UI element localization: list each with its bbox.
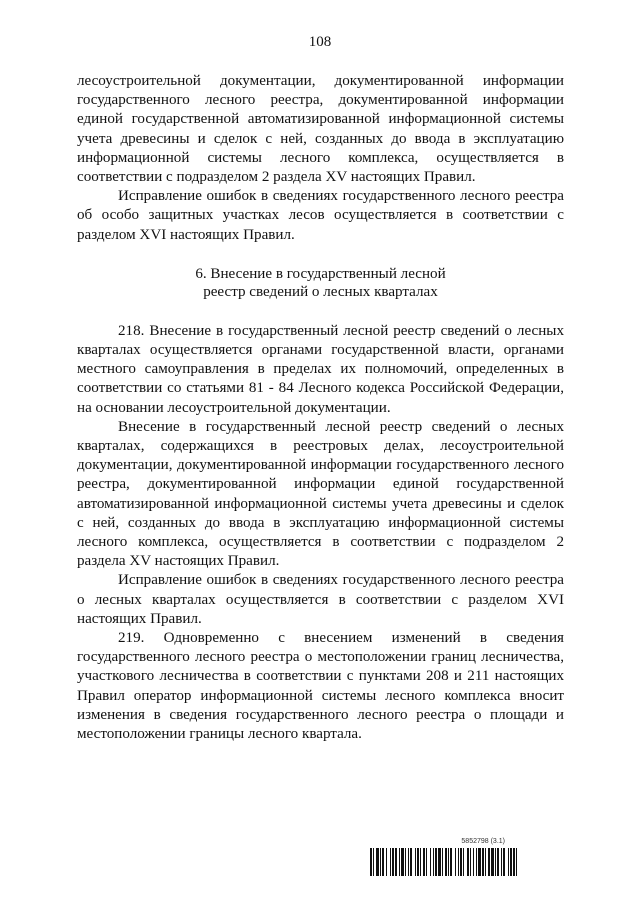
barcode-bar bbox=[399, 848, 400, 876]
barcode-bar bbox=[392, 848, 394, 876]
barcode-bar bbox=[435, 848, 437, 876]
barcode-bar bbox=[467, 848, 469, 876]
section-title-line-1: 6. Внесение в государственный лесной bbox=[195, 265, 446, 282]
document-body bbox=[77, 72, 564, 744]
barcode-bar bbox=[426, 848, 427, 876]
barcode-bar bbox=[488, 848, 490, 876]
barcode-bar bbox=[473, 848, 474, 876]
paragraph-error-correction-protected-areas: Исправление ошибок в сведениях государственного лесного реестра об особо защитных участках лесов осуществляется в соответствии с разделом XVI настоящих Правил. bbox=[77, 188, 564, 243]
barcode-bar bbox=[482, 848, 484, 876]
barcode-bar bbox=[401, 848, 404, 876]
barcode-bar bbox=[460, 848, 462, 876]
barcode-bar bbox=[390, 848, 391, 876]
barcode-bar bbox=[516, 848, 517, 876]
barcode-bar bbox=[476, 848, 477, 876]
barcode-bar bbox=[510, 848, 512, 876]
barcode-bar bbox=[463, 848, 464, 876]
barcode-bar bbox=[445, 848, 447, 876]
barcode-bar bbox=[450, 848, 452, 876]
barcode-bar bbox=[405, 848, 406, 876]
barcode-area bbox=[370, 838, 585, 878]
barcode-bar bbox=[448, 848, 449, 876]
barcode-bar bbox=[513, 848, 515, 876]
paragraph-218: 218. Внесение в государственный лесной реестр сведений о лесных кварталах осуществляется органами государственной власти, органами местного самоуправления в пределах их полномочий, определенных в соответствии со статьями 81 - 84 Лесного кодекса Российской Федерации, на основании лесоустроительной документации. bbox=[77, 322, 564, 416]
barcode-bar bbox=[415, 848, 416, 876]
barcode-bar bbox=[478, 848, 481, 876]
barcode-bar bbox=[380, 848, 381, 876]
barcode-bar bbox=[410, 848, 412, 876]
barcode-bar bbox=[508, 848, 509, 876]
barcode-bar bbox=[503, 848, 505, 876]
barcode-bar bbox=[430, 848, 431, 876]
barcode-code: 5852798 (3.1) bbox=[461, 838, 505, 845]
barcode-bar bbox=[420, 848, 421, 876]
section-title bbox=[77, 265, 564, 302]
barcode-bar bbox=[501, 848, 502, 876]
barcode-bar bbox=[386, 848, 387, 876]
barcode-bar bbox=[382, 848, 384, 876]
barcode-icon bbox=[370, 848, 585, 876]
barcode-bar bbox=[458, 848, 459, 876]
barcode-bar bbox=[470, 848, 471, 876]
barcode-bar bbox=[373, 848, 374, 876]
barcode-bar bbox=[495, 848, 496, 876]
barcode-bar bbox=[438, 848, 441, 876]
barcode-bar bbox=[433, 848, 434, 876]
barcode-bar bbox=[423, 848, 425, 876]
page-number: 108 bbox=[308, 34, 332, 50]
barcode-bar bbox=[491, 848, 494, 876]
barcode-bar bbox=[376, 848, 379, 876]
barcode-bar bbox=[408, 848, 409, 876]
paragraph-quarters-error-correction: Исправление ошибок в сведениях государственного лесного реестра о лесных кварталах осуществляется в соответствии с разделом XVI настоящих Правил. bbox=[77, 572, 564, 627]
barcode-bar bbox=[370, 848, 372, 876]
barcode-bar bbox=[417, 848, 419, 876]
section-title-line-2: реестр сведений о лесных кварталах bbox=[203, 284, 438, 301]
barcode-bar bbox=[485, 848, 486, 876]
paragraph-continuation: лесоустроительной документации, документированной информации государственного лесного реестра, документированной информации единой государственной автоматизированной информационной системы учета древесины и сделок с ней, созданных до ввода в эксплуатацию информационной системы лесного комплекса, осуществляется в соответствии с подразделом 2 раздела XV настоящих Правил. bbox=[77, 73, 564, 186]
barcode-bar bbox=[497, 848, 499, 876]
barcode-bar bbox=[442, 848, 443, 876]
barcode-bar bbox=[455, 848, 456, 876]
paragraph-quarters-entry: Внесение в государственный лесной реестр сведений о лесных кварталах, содержащихся в реестровых делах, лесоустроительной документации, документированной информации государственного лесного реестра, документированной информации единой государственной автоматизированной информационной системы учета древесины и сделок с ней, созданных до ввода в эксплуатацию информационной системы лесного комплекса, осуществляется в соответствии с подразделом 2 раздела XV настоящих Правил. bbox=[77, 418, 564, 570]
barcode-bar bbox=[395, 848, 397, 876]
paragraph-219: 219. Одновременно с внесением изменений в сведения государственного лесного реестра о местоположении границ лесничества, участкового лесничества в соответствии с пунктами 208 и 211 настоящих Правил оператор информационной системы лесного комплекса вносит изменения в сведения государственного лесного реестра о площади и местоположении границы лесного квартала. bbox=[77, 630, 564, 743]
